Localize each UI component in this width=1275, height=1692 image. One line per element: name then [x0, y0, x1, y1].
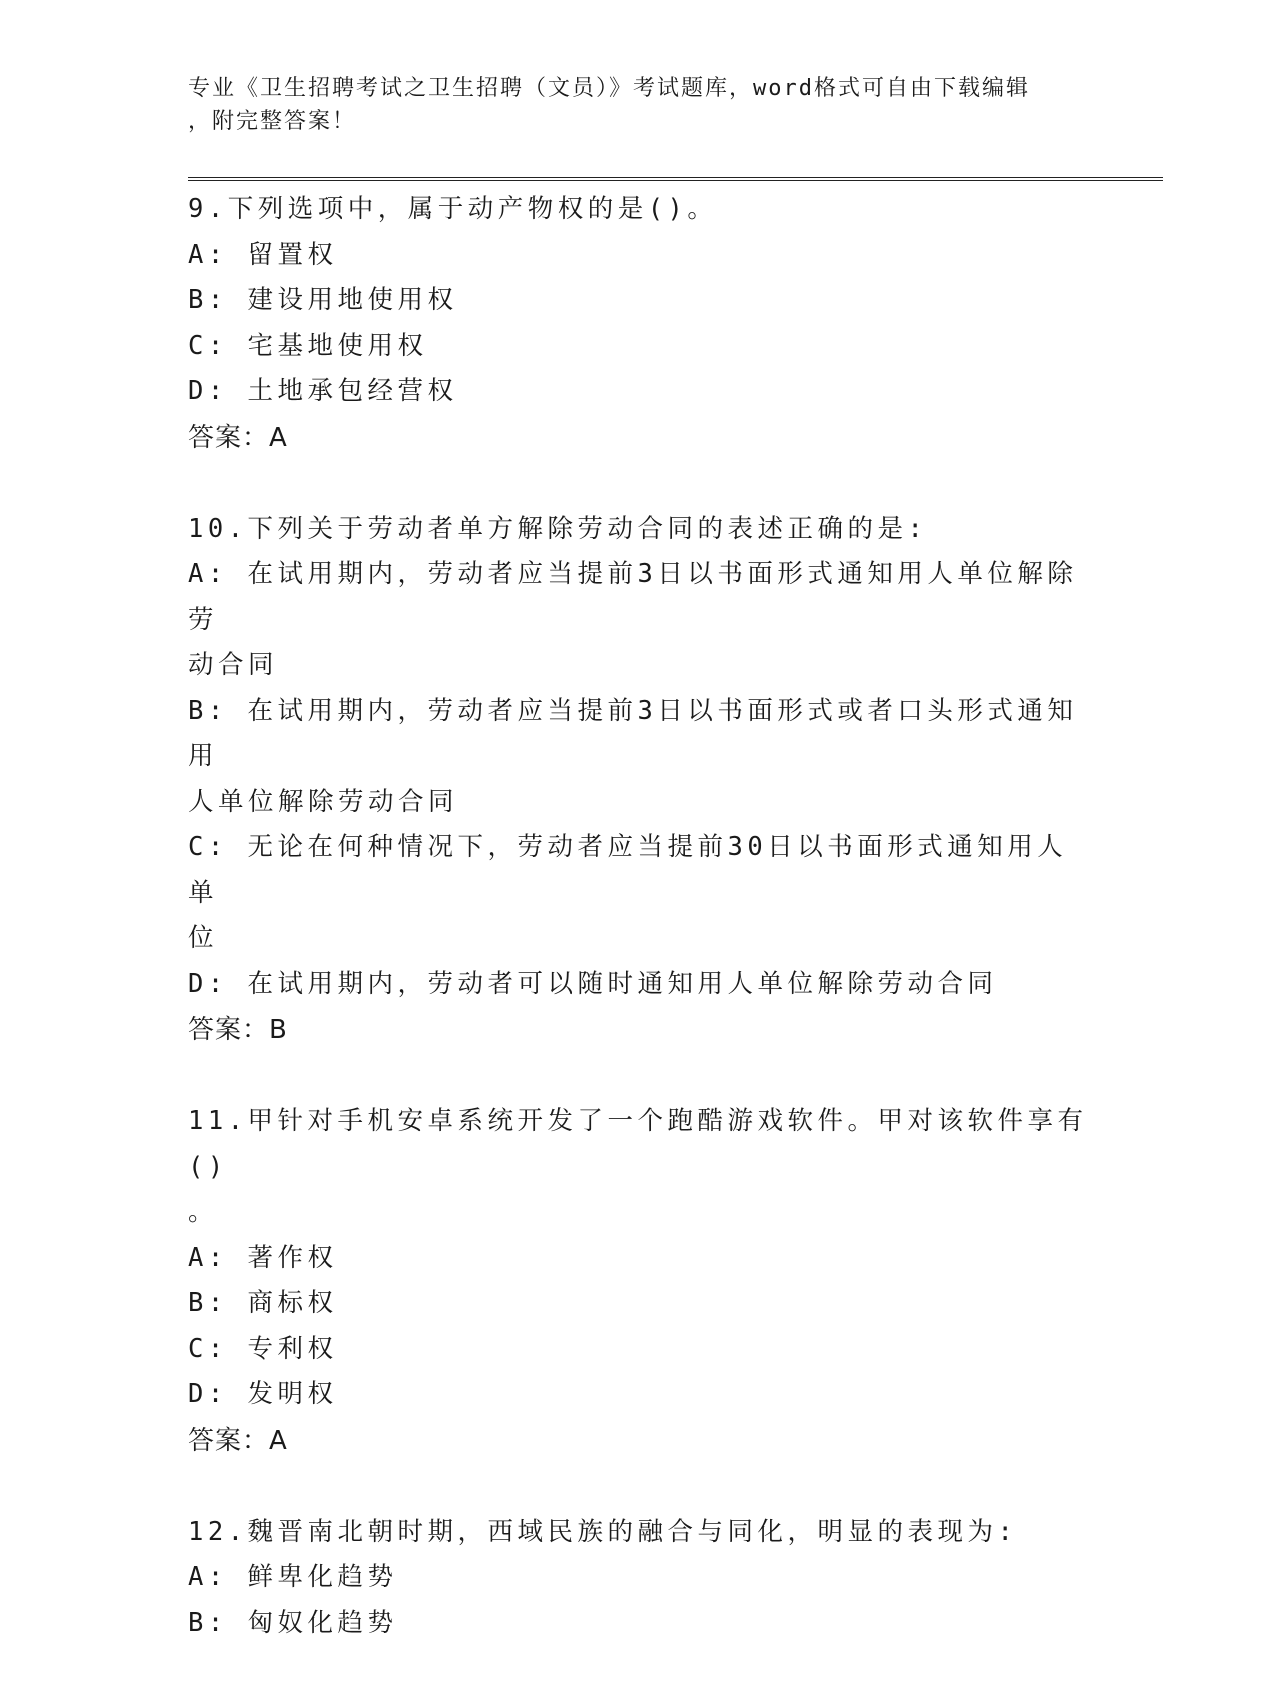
- option-c: C: 无论在何种情况下，劳动者应当提前30日以书面形式通知用人单: [188, 832, 1068, 908]
- question-stem-continued: 。: [188, 1197, 219, 1227]
- option-c: C: 宅基地使用权: [188, 330, 428, 361]
- option-d: D: 土地承包经营权: [188, 376, 458, 406]
- header-divider: [188, 177, 1163, 181]
- option-c-continued: 位: [188, 923, 219, 953]
- option-b-continued: 人单位解除劳动合同: [188, 786, 459, 817]
- question-stem: 12.魏晋南北朝时期，西域民族的融合与同化，明显的表现为:: [188, 1516, 1018, 1547]
- question-stem: 10.下列关于劳动者单方解除劳动合同的表述正确的是:: [188, 513, 928, 544]
- question-12: [188, 1510, 1088, 1647]
- option-a: A: 著作权: [188, 1242, 338, 1273]
- option-c: C: 专利权: [188, 1333, 338, 1364]
- question-list: [188, 187, 1088, 1692]
- option-d: D: 在试用期内，劳动者可以随时通知用人单位解除劳动合同: [188, 968, 998, 999]
- answer-line: 答案：B: [188, 1015, 288, 1045]
- option-a: A: 在试用期内，劳动者应当提前3日以书面形式通知用人单位解除劳: [188, 559, 1078, 635]
- question-11: [188, 1099, 1088, 1464]
- answer-line: 答案：A: [188, 1425, 288, 1456]
- document-header: [188, 72, 1068, 138]
- option-b: B: 在试用期内，劳动者应当提前3日以书面形式或者口头形式通知用: [188, 695, 1078, 771]
- option-a: A: 留置权: [188, 239, 338, 270]
- answer-line: 答案：A: [188, 422, 288, 453]
- question-9: [188, 187, 1088, 461]
- question-10: [188, 507, 1088, 1054]
- header-line-2: ，附完整答案！: [188, 109, 357, 134]
- question-stem: 9.下列选项中，属于动产物权的是()。: [188, 194, 718, 224]
- option-a-continued: 动合同: [188, 650, 279, 680]
- header-line-1: 专业《卫生招聘考试之卫生招聘（文员）》考试题库，word格式可自由下载编辑: [188, 76, 1030, 101]
- option-a: A: 鲜卑化趋势: [188, 1562, 398, 1592]
- option-b: B: 建设用地使用权: [188, 285, 458, 315]
- option-d: D: 发明权: [188, 1379, 338, 1409]
- option-b: B: 商标权: [188, 1288, 338, 1318]
- question-stem: 11.甲针对手机安卓系统开发了一个跑酷游戏软件。甲对该软件享有(): [188, 1106, 1088, 1182]
- option-b: B: 匈奴化趋势: [188, 1607, 398, 1638]
